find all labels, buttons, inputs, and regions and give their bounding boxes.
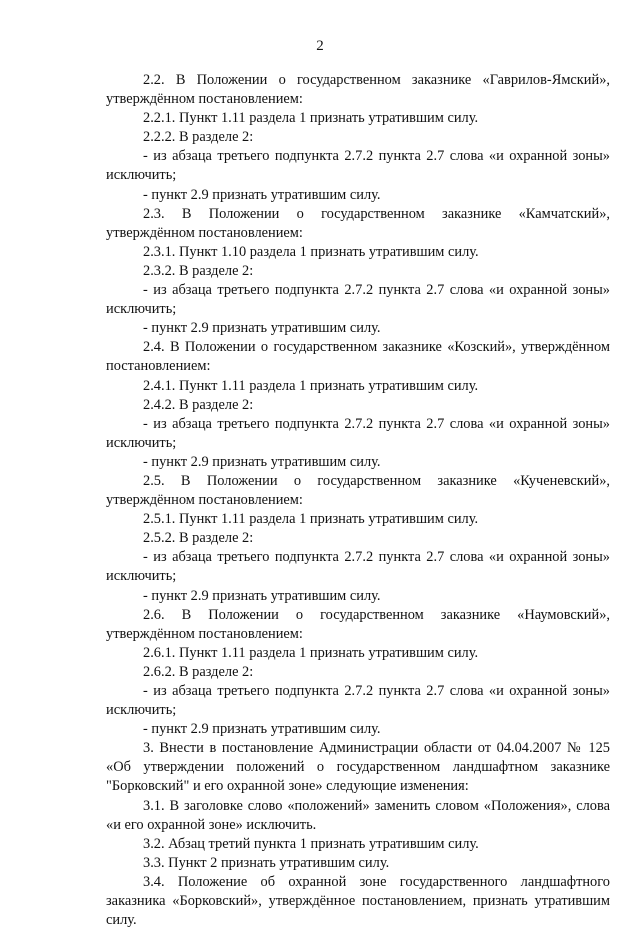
paragraph: - из абзаца третьего подпункта 2.7.2 пункта 2.7 слова «и охранной зоны» исключить; — [106, 282, 610, 318]
paragraph: - из абзаца третьего подпункта 2.7.2 пункта 2.7 слова «и охранной зоны» исключить; — [106, 415, 610, 451]
paragraph: 2.6. В Положении о государственном заказнике «Наумовский», утверждённом постановлением: — [106, 606, 610, 642]
paragraph: 3.4. Положение об охранной зоне государственного ландшафтного заказника «Борковский», утверждённое постановлением, признать утратившим силу. — [106, 873, 610, 929]
document-body — [106, 71, 610, 930]
paragraph: 2.4.1. Пункт 1.11 раздела 1 признать утратившим силу. — [143, 377, 479, 394]
paragraph: - из абзаца третьего подпункта 2.7.2 пункта 2.7 слова «и охранной зоны» исключить; — [106, 148, 610, 184]
paragraph: 2.6.1. Пункт 1.11 раздела 1 признать утратившим силу. — [143, 644, 479, 661]
paragraph: 2.3. В Положении о государственном заказнике «Камчатский», утверждённом постановлением: — [106, 205, 610, 241]
paragraph: - из абзаца третьего подпункта 2.7.2 пункта 2.7 слова «и охранной зоны» исключить; — [106, 549, 610, 585]
paragraph: 2.3.1. Пункт 1.10 раздела 1 признать утратившим силу. — [143, 243, 479, 260]
paragraph: - из абзаца третьего подпункта 2.7.2 пункта 2.7 слова «и охранной зоны» исключить; — [106, 683, 610, 719]
paragraph: 2.5. В Положении о государственном заказнике «Кученевский», утверждённом постановлением: — [106, 472, 610, 509]
paragraph: 3. Внести в постановление Администрации области от 04.04.2007 № 125 «Об утверждении положений о государственном ландшафтном заказнике "Борковский" и его охранной зоне» следующие изменения: — [106, 740, 610, 795]
paragraph: - пункт 2.9 признать утратившим силу. — [143, 186, 381, 203]
page-number: 2 — [316, 38, 324, 54]
paragraph: 2.2. В Положении о государственном заказнике «Гаврилов-Ямский», утверждённом постановлением: — [106, 72, 610, 108]
paragraph: 2.4. В Положении о государственном заказнике «Козский», утверждённом постановлением: — [106, 339, 610, 375]
paragraph: 3.1. В заголовке слово «положений» заменить словом «Положения», слова «и его охранной зоне» исключить. — [106, 797, 610, 833]
paragraph: 2.5.1. Пункт 1.11 раздела 1 признать утратившим силу. — [143, 511, 479, 528]
paragraph: - пункт 2.9 признать утратившим силу. — [143, 320, 381, 337]
paragraph: 2.3.2. В разделе 2: — [143, 262, 254, 279]
paragraph: 2.6.2. В разделе 2: — [143, 663, 254, 680]
paragraph: 3.2. Абзац третий пункта 1 признать утратившим силу. — [143, 835, 479, 852]
paragraph: - пункт 2.9 признать утратившим силу. — [143, 721, 381, 738]
paragraph: - пункт 2.9 признать утратившим силу. — [143, 453, 381, 470]
paragraph: 2.4.2. В разделе 2: — [143, 396, 254, 413]
paragraph: - пункт 2.9 признать утратившим силу. — [143, 587, 381, 604]
paragraph: 2.2.1. Пункт 1.11 раздела 1 признать утратившим силу. — [143, 110, 479, 127]
paragraph: 2.2.2. В разделе 2: — [143, 129, 254, 146]
paragraph: 2.5.2. В разделе 2: — [143, 530, 254, 547]
paragraph: 3.3. Пункт 2 признать утратившим силу. — [143, 854, 390, 871]
